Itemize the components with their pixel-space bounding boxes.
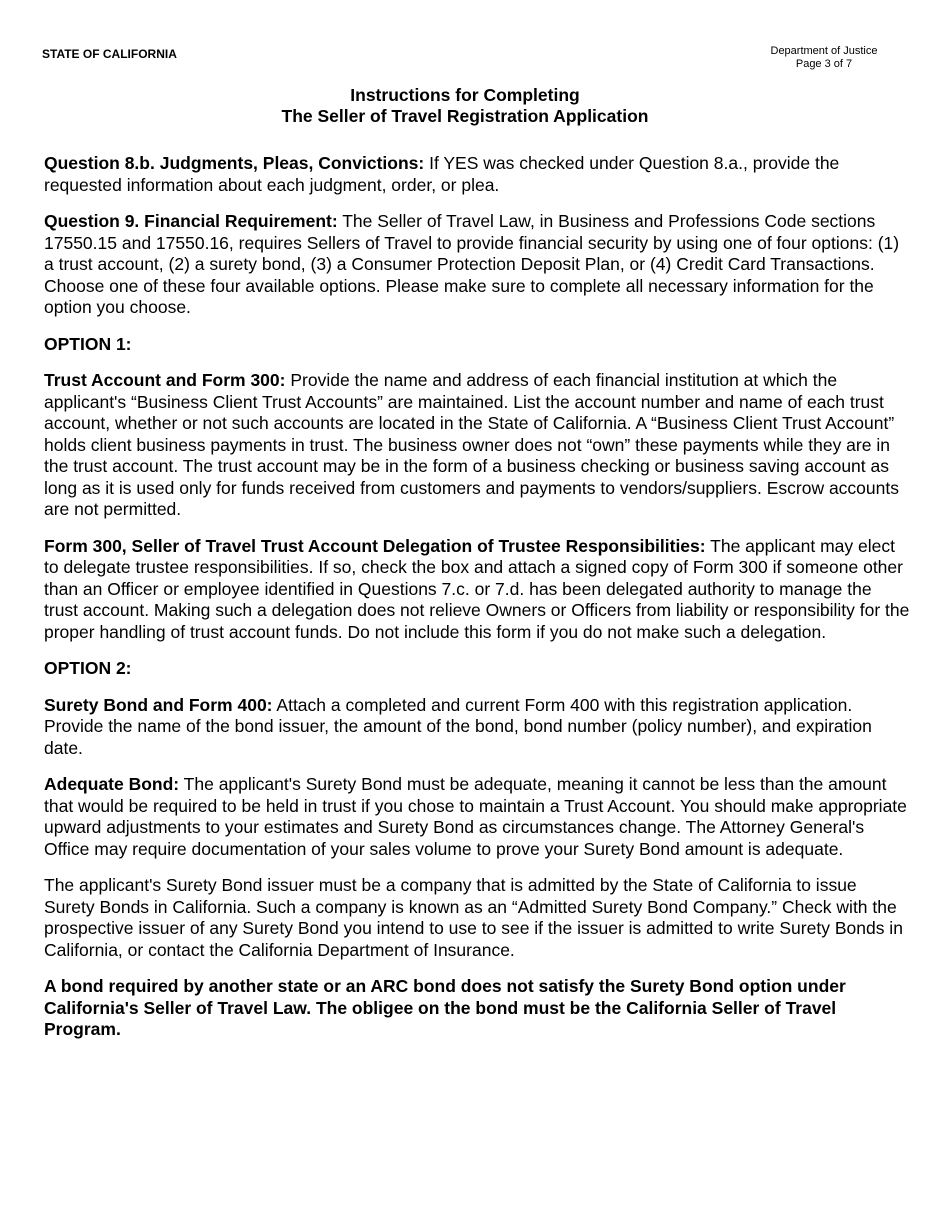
surety-bond-heading: Surety Bond and Form 400: <box>44 694 273 715</box>
title-line-1: Instructions for Completing <box>350 85 580 105</box>
trust-account-heading: Trust Account and Form 300: <box>44 370 286 390</box>
form-300-paragraph <box>44 536 910 644</box>
trust-account-paragraph <box>44 370 910 521</box>
question-9-heading: Question 9. Financial Requirement: <box>44 211 338 231</box>
department-header <box>744 45 904 71</box>
option-2-heading: OPTION 2: <box>44 658 132 678</box>
adequate-bond-text: The applicant's Surety Bond must be adequate, meaning it cannot be less than the amount that would be required to be held in trust if you chose to maintain a Trust Account. You should make appropriate upward adjustments to your estimates and Surety Bond as circumstances change. The Attorney General's Office may require documentation of your sales volume to prove your Surety Bond amount is adequate. <box>44 774 907 859</box>
adequate-bond-heading: Adequate Bond: <box>44 774 180 794</box>
arc-bond-notice: A bond required by another state or an ARC bond does not satisfy the Surety Bond option under California's Seller of Travel Law. The obligee on the bond must be the California Seller of Travel Program. <box>44 976 846 1039</box>
state-header: STATE OF CALIFORNIA <box>42 47 177 61</box>
question-8b-text: If YES was checked under Question 8.a., provide the requested information about each judgment, order, or plea. <box>44 153 840 195</box>
form-300-heading: Form 300, Seller of Travel Trust Account Delegation of Trustee Responsibilities: <box>44 535 706 556</box>
bond-issuer-paragraph: The applicant's Surety Bond issuer must be a company that is admitted by the State of California to issue Surety Bonds in California. Such a company is known as an “Admitted Surety Bond Company.” Check with the prospective issuer of any Surety Bond you intend to use to see if the issuer is admitted to write Surety Bonds in California, or contact the California Department of Insurance. <box>44 875 903 960</box>
question-8b-paragraph <box>44 153 910 196</box>
option-1-heading: OPTION 1: <box>44 333 132 354</box>
surety-bond-text: Attach a completed and current Form 400 with this registration application. Provide the name of the bond issuer, the amount of the bond, bond number (policy number), and expiration date. <box>44 694 872 758</box>
title-line-2: The Seller of Travel Registration Application <box>281 106 649 126</box>
trust-account-text: Provide the name and address of each financial institution at which the applicant's “Business Client Trust Accounts” are maintained. List the account number and name of each trust account, whether or not such accounts are located in the State of California. A “Business Client Trust Account” holds client business payments in trust. The business owner does not “own” these payments while they are in the trust account. The trust account may be in the form of a business checking or business saving account as long as it is used only for funds received from customers and payments to vendors/suppliers. Escrow accounts are not permitted. <box>44 370 899 519</box>
form-300-text: The applicant may elect to delegate trustee responsibilities. If so, check the box and attach a signed copy of Form 300 if someone other than an Officer or employee identified in Questions 7.c. or 7.d. has been delegated authority to manage the trust account. Making such a delegation does not relieve Owners or Officers from liability or responsibility for the proper handling of trust account funds. Do not include this form if you do not make such a delegation. <box>44 535 910 642</box>
document-body <box>44 153 910 1056</box>
page-number: Page 3 of 7 <box>795 58 853 70</box>
question-8b-heading: Question 8.b. Judgments, Pleas, Convictions: <box>44 153 425 173</box>
adequate-bond-paragraph <box>44 774 910 860</box>
document-title <box>0 85 930 127</box>
question-9-text: The Seller of Travel Law, in Business and Professions Code sections 17550.15 and 17550.16, requires Sellers of Travel to provide financial security by using one of four options: (1) a trust account, (2) a surety bond, (3) a Consumer Protection Deposit Plan, or (4) Credit Card Transactions. Choose one of these four available options. Please make sure to complete all necessary information for the option you choose. <box>44 211 900 317</box>
question-9-paragraph <box>44 211 910 319</box>
department-name: Department of Justice <box>770 45 878 57</box>
surety-bond-paragraph <box>44 695 910 760</box>
